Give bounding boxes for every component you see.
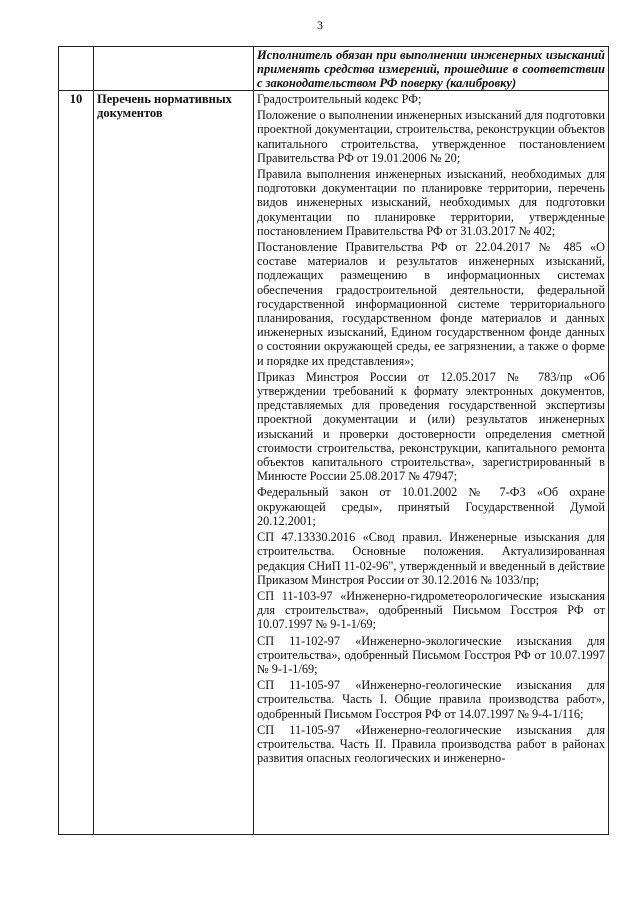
page-number: 3 bbox=[317, 18, 323, 32]
list-item: Федеральный закон от 10.01.2002 № 7-ФЗ «Об охране окружающей среды», принятый Государственной Думой 20.12.2001; bbox=[257, 485, 605, 528]
list-item: Положение о выполнении инженерных изысканий для подготовки проектной документации, строительства, реконструкции объектов капитального строительства, утвержденное постановлением Правительства РФ от 19.01.2006 № 20; bbox=[257, 108, 605, 165]
table-row-normative-docs bbox=[59, 91, 609, 835]
row-name-cell bbox=[94, 47, 254, 91]
list-item: СП 11-105-97 «Инженерно-геологические изыскания для строительства. Часть I. Общие правила производства работ», одобренный Письмом Госстроя РФ от 14.07.1997 № 9-4-1/116; bbox=[257, 678, 605, 721]
row-name-cell: Перечень нормативных документов bbox=[94, 91, 254, 835]
normative-docs-list bbox=[254, 91, 609, 835]
list-item: Приказ Минстроя России от 12.05.2017 № 783/пр «Об утверждении требований к формату электронных документов, представляемых для проведения государственной экспертизы проектной документации и (или) результатов инженерных изысканий и проверки достоверности определения сметной стоимости строительства, реконструкции, капитального ремонта объектов капитального строительства», зарегистрированный в Минюсте России 25.08.2017 № 47947; bbox=[257, 369, 605, 484]
list-item: Градостроительный кодекс РФ; bbox=[257, 92, 422, 106]
list-item: Постановление Правительства РФ от 22.04.2017 № 485 «О составе материалов и результатов инженерных изысканий, подлежащих размещению в информационных системах обеспечения градостроительной деятельности, федеральной государственной информационной системе территориального планирования, государственном фонде материалов и данных инженерных изысканий, Едином государственном фонде данных о состоянии окружающей среды, ее загрязнении, а также о форме и порядке их представления»; bbox=[257, 240, 605, 368]
row-number-cell: 10 bbox=[59, 91, 94, 835]
list-item: СП 47.13330.2016 «Свод правил. Инженерные изыскания для строительства. Основные положения. Актуализированная редакция СНиП 11-02-96", утвержденный и введенный в действие Приказом Минстроя России от 30.12.2016 № 1033/пр; bbox=[257, 530, 605, 587]
measurement-note: Исполнитель обязан при выполнении инженерных изысканий применять средства измерений, прошедшие в соответствии с законодательством РФ поверку (калибровку) bbox=[254, 47, 609, 91]
row-number-cell bbox=[59, 47, 94, 91]
list-item: СП 11-103-97 «Инженерно-гидрометеорологические изыскания для строительства», одобренный Письмом Госстроя РФ от 10.07.1997 № 9-1-1/69; bbox=[257, 588, 605, 632]
list-item: СП 11-105-97 «Инженерно-геологические изыскания для строительства. Часть II. Правила производства работ в районах развития опасных геологических и инженерно- bbox=[257, 722, 605, 766]
requirements-table bbox=[58, 46, 609, 835]
list-item: СП 11-102-97 «Инженерно-экологические изыскания для строительства», одобренный Письмом Госстроя РФ от 10.07.1997 № 9-1-1/69; bbox=[257, 633, 605, 676]
list-item: Правила выполнения инженерных изысканий, необходимых для подготовки документации по планировке территории, перечень видов инженерных изысканий, необходимых для подготовки документации по планировке территории, утвержденные постановлением Правительства РФ от 31.03.2017 № 402; bbox=[257, 167, 605, 238]
table-row-note bbox=[59, 47, 609, 91]
